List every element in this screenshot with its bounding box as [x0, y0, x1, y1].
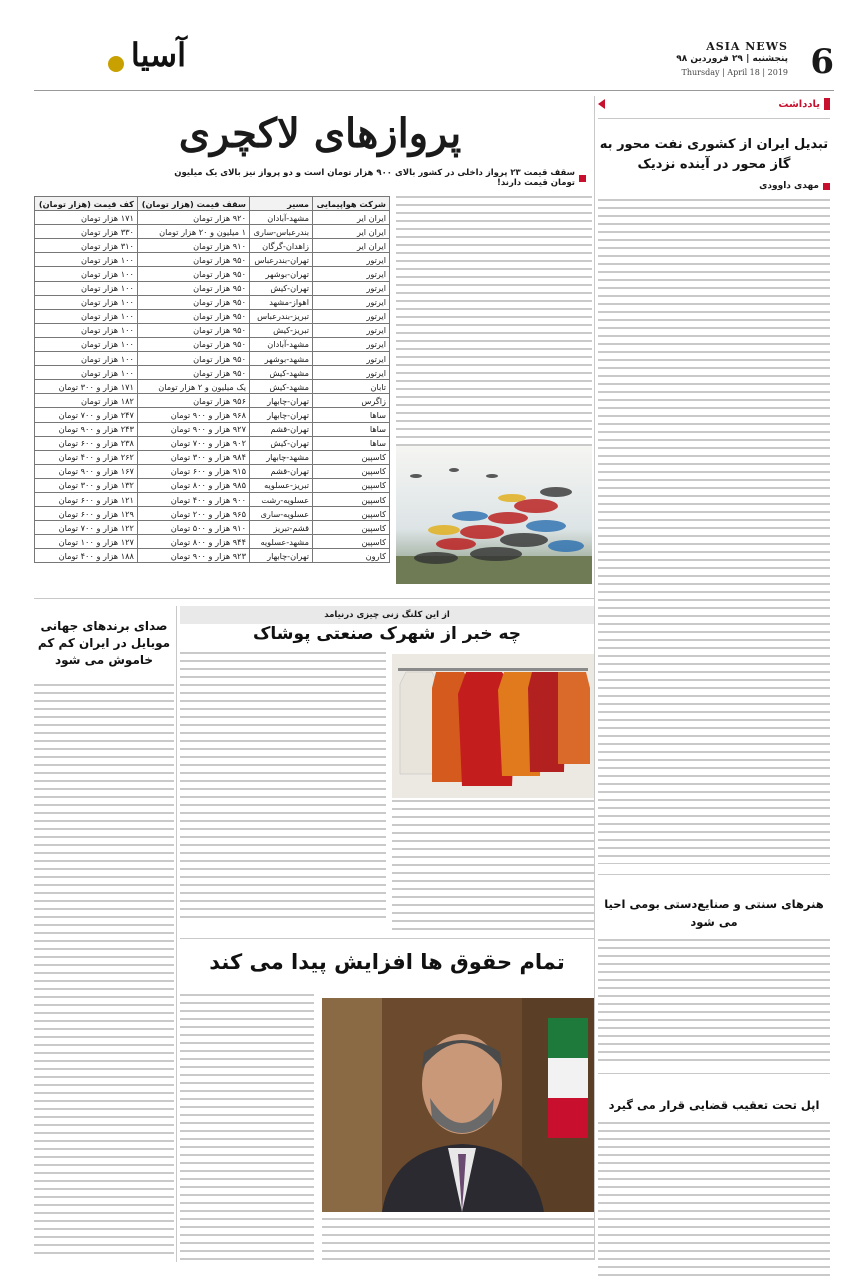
bottom-story-body — [180, 994, 314, 1260]
table-cell: ۱۰۰ هزار تومان — [35, 253, 138, 267]
table-row — [35, 394, 390, 408]
header-divider — [34, 90, 834, 91]
table-cell: ۱۲۹ هزار و ۶۰۰ تومان — [35, 507, 138, 521]
table-row — [35, 422, 390, 436]
table-cell: مشهد-کیش — [249, 380, 312, 394]
table-cell: تهران-قشم — [249, 422, 312, 436]
table-header: مسیر — [249, 197, 312, 211]
table-cell: ساها — [313, 408, 390, 422]
column-divider-left — [176, 606, 177, 1262]
table-cell: ایران ایر — [313, 225, 390, 239]
table-cell: ایرتور — [313, 281, 390, 295]
table-header: شرکت هواپیمایی — [313, 197, 390, 211]
table-row — [35, 352, 390, 366]
table-cell: ۱۲۱ هزار و ۶۰۰ تومان — [35, 492, 138, 506]
divider — [598, 874, 830, 875]
table-cell: عسلویه-ساری — [249, 507, 312, 521]
airplanes-photo — [396, 446, 592, 584]
table-cell: ۲۳۸ هزار و ۶۰۰ تومان — [35, 436, 138, 450]
table-cell: کاسپین — [313, 478, 390, 492]
page-number: 6 — [810, 42, 834, 82]
divider — [34, 598, 594, 599]
table-row — [35, 478, 390, 492]
table-cell: ۹۲۰ هزار تومان — [137, 211, 249, 225]
table-cell: ۹۵۰ هزار تومان — [137, 337, 249, 351]
table-cell: ۹۰۲ هزار و ۷۰۰ تومان — [137, 436, 249, 450]
table-cell: یک میلیون و ۲ هزار تومان — [137, 380, 249, 394]
article3-body — [598, 1122, 830, 1280]
table-cell: قشم-تبریز — [249, 521, 312, 535]
table-cell: ۹۵۰ هزار تومان — [137, 323, 249, 337]
article3-title[interactable]: اپل تحت تعقیب قضایی قرار می گیرد — [608, 1098, 820, 1112]
table-row — [35, 380, 390, 394]
table-cell: بندرعباس-ساری — [249, 225, 312, 239]
table-cell: ۹۱۵ هزار و ۶۰۰ تومان — [137, 464, 249, 478]
section-triangle-icon — [598, 99, 605, 109]
fare-table — [34, 196, 390, 563]
article1-body — [598, 199, 830, 864]
table-cell: ۳۳۰ هزار تومان — [35, 225, 138, 239]
table-cell: ۹۵۰ هزار تومان — [137, 366, 249, 380]
table-cell: مشهد-آبادان — [249, 211, 312, 225]
table-cell: ۲۶۲ هزار و ۴۰۰ تومان — [35, 450, 138, 464]
article1-byline — [598, 181, 830, 191]
table-cell: تهران-بندرعباس — [249, 253, 312, 267]
table-cell: ایرتور — [313, 267, 390, 281]
middle-story-title[interactable]: چه خبر از شهرک صنعتی پوشاک — [252, 624, 522, 644]
article2-title[interactable]: هنرهای سنتی و صنایع‌دستی بومی احیا می شود — [604, 897, 824, 929]
table-cell: ۱۰۰ هزار تومان — [35, 309, 138, 323]
table-cell: ۹۲۳ هزار و ۹۰۰ تومان — [137, 549, 249, 563]
table-cell: ۹۵۶ هزار تومان — [137, 394, 249, 408]
table-cell: ایرتور — [313, 253, 390, 267]
table-row — [35, 281, 390, 295]
table-cell: ۱۰۰ هزار تومان — [35, 323, 138, 337]
table-cell: کارون — [313, 549, 390, 563]
table-cell: ۱۷۱ هزار و ۳۰۰ تومان — [35, 380, 138, 394]
table-row — [35, 337, 390, 351]
table-cell: کاسپین — [313, 464, 390, 478]
table-cell: ۹۴۴ هزار و ۸۰۰ تومان — [137, 535, 249, 549]
left-article-body — [34, 684, 174, 1260]
table-cell: ۹۲۷ هزار و ۹۰۰ تومان — [137, 422, 249, 436]
table-cell: تابان — [313, 380, 390, 394]
table-row — [35, 408, 390, 422]
main-subtitle — [150, 168, 586, 188]
table-cell: تهران-چابهار — [249, 549, 312, 563]
divider — [598, 118, 830, 119]
date-persian: پنجشنبه | ۲۹ فروردین ۹۸ — [676, 54, 788, 64]
newspaper-logo — [100, 34, 200, 84]
clothing-photo — [392, 654, 594, 798]
table-row — [35, 295, 390, 309]
table-cell: ۱۰۰ هزار تومان — [35, 281, 138, 295]
masthead — [0, 0, 866, 90]
table-cell: اهواز-مشهد — [249, 295, 312, 309]
table-cell: ایرتور — [313, 323, 390, 337]
table-cell: ۱۰۰ هزار تومان — [35, 295, 138, 309]
table-cell: ایران ایر — [313, 211, 390, 225]
table-cell: ساها — [313, 436, 390, 450]
table-cell: ۱۷۱ هزار تومان — [35, 211, 138, 225]
table-cell: ۱۰۰ هزار تومان — [35, 366, 138, 380]
middle-story-body — [180, 652, 386, 922]
table-cell: مشهد-کیش — [249, 366, 312, 380]
table-cell: ۲۴۳ هزار و ۹۰۰ تومان — [35, 422, 138, 436]
table-cell: مشهد-بوشهر — [249, 352, 312, 366]
section-bar-icon — [824, 98, 830, 110]
table-cell: کاسپین — [313, 492, 390, 506]
table-cell: تهران-چابهار — [249, 408, 312, 422]
table-cell: تهران-چابهار — [249, 394, 312, 408]
date-english: Thursday | April 18 | 2019 — [681, 68, 788, 77]
bottom-story-caption — [322, 1218, 594, 1262]
table-cell: زاگرس — [313, 394, 390, 408]
table-cell: ۱۰۰ هزار تومان — [35, 267, 138, 281]
table-cell: تهران-قشم — [249, 464, 312, 478]
table-cell: ۹۵۰ هزار تومان — [137, 352, 249, 366]
table-cell: ۹۵۰ هزار تومان — [137, 267, 249, 281]
table-row — [35, 253, 390, 267]
main-story-intro — [396, 196, 592, 446]
divider — [598, 1073, 830, 1074]
section-header — [598, 96, 830, 112]
table-row — [35, 239, 390, 253]
portrait-illustration — [322, 998, 594, 1212]
table-cell: کاسپین — [313, 507, 390, 521]
table-cell: کاسپین — [313, 450, 390, 464]
table-cell: ایرتور — [313, 352, 390, 366]
table-header: کف قیمت (هزار تومان) — [35, 197, 138, 211]
table-cell: تهران-کیش — [249, 436, 312, 450]
table-row — [35, 464, 390, 478]
bottom-story-title[interactable]: تمام حقوق ها افزایش پیدا می کند — [209, 950, 565, 974]
table-cell: تبریز-بندرعباس — [249, 309, 312, 323]
table-cell: ۹۵۰ هزار تومان — [137, 295, 249, 309]
table-row — [35, 450, 390, 464]
airplanes-illustration — [396, 446, 592, 584]
section-label: یادداشت — [778, 98, 820, 110]
table-cell: تبریز-کیش — [249, 323, 312, 337]
table-cell: عسلویه-رشت — [249, 492, 312, 506]
table-cell: ایرتور — [313, 309, 390, 323]
table-row — [35, 535, 390, 549]
column-divider-right — [594, 96, 595, 1260]
table-cell: ایرتور — [313, 337, 390, 351]
table-cell: مشهد-چابهار — [249, 450, 312, 464]
table-cell: ۹۸۴ هزار و ۳۰۰ تومان — [137, 450, 249, 464]
table-row — [35, 225, 390, 239]
table-cell: زاهدان-گرگان — [249, 239, 312, 253]
table-cell: ۱۸۸ هزار و ۴۰۰ تومان — [35, 549, 138, 563]
divider — [180, 938, 594, 939]
table-row — [35, 521, 390, 535]
table-cell: ۹۶۵ هزار و ۲۰۰ تومان — [137, 507, 249, 521]
table-row — [35, 267, 390, 281]
table-row — [35, 492, 390, 506]
table-cell: ایرتور — [313, 295, 390, 309]
table-cell: کاسپین — [313, 521, 390, 535]
bullet-square-icon — [579, 175, 586, 182]
main-subtitle-text: سقف قیمت ۲۳ پرواز داخلی در کشور بالای ۹۰۰ هزار تومان است و دو پرواز نیز بالای یک میلیون تومان قیمت دارند! — [174, 168, 575, 188]
left-article-title[interactable]: صدای برندهای جهانی موبایل در ایران کم کم خاموش می شود — [37, 619, 171, 667]
table-cell: ۲۴۷ هزار و ۷۰۰ تومان — [35, 408, 138, 422]
table-cell: ۱۲۷ هزار و ۱۰۰ تومان — [35, 535, 138, 549]
table-cell: ۹۵۰ هزار تومان — [137, 281, 249, 295]
table-cell: ۹۰۰ هزار و ۴۰۰ تومان — [137, 492, 249, 506]
article1-title[interactable]: تبدیل ایران از کشوری نفت محور به گاز محور در آینده نزدیک — [599, 137, 829, 172]
table-row — [35, 211, 390, 225]
table-cell: ۹۸۵ هزار و ۸۰۰ تومان — [137, 478, 249, 492]
table-cell: ۱۰۰ هزار تومان — [35, 352, 138, 366]
middle-story-body-right — [392, 800, 594, 930]
table-cell: ۱۳۲ هزار و ۳۰۰ تومان — [35, 478, 138, 492]
logo-dot-icon — [108, 56, 124, 72]
table-cell: مشهد-آبادان — [249, 337, 312, 351]
table-cell: ۳۱۰ هزار تومان — [35, 239, 138, 253]
table-cell: ۱۲۲ هزار و ۷۰۰ تومان — [35, 521, 138, 535]
table-row — [35, 436, 390, 450]
article1-author: مهدی داوودی — [759, 181, 819, 191]
table-cell: کاسپین — [313, 535, 390, 549]
table-cell: ۹۱۰ هزار و ۵۰۰ تومان — [137, 521, 249, 535]
table-cell: ایران ایر — [313, 239, 390, 253]
table-cell: تهران-کیش — [249, 281, 312, 295]
table-cell: ۱۸۲ هزار تومان — [35, 394, 138, 408]
clothing-illustration — [392, 654, 594, 798]
table-row — [35, 323, 390, 337]
logo-text: آسیا — [130, 36, 186, 74]
right-column — [598, 96, 830, 1266]
table-cell: ساها — [313, 422, 390, 436]
table-cell: ۹۵۰ هزار تومان — [137, 309, 249, 323]
table-cell: تهران-بوشهر — [249, 267, 312, 281]
table-cell: ۹۵۰ هزار تومان — [137, 253, 249, 267]
table-cell: ایرتور — [313, 366, 390, 380]
table-cell: تبریز-عسلویه — [249, 478, 312, 492]
article2-body — [598, 939, 830, 1061]
table-header: سقف قیمت (هزار تومان) — [137, 197, 249, 211]
minister-photo — [322, 998, 594, 1212]
table-cell: مشهد-عسلویه — [249, 535, 312, 549]
table-row — [35, 366, 390, 380]
main-headline[interactable]: پروازهای لاکچری — [178, 110, 462, 157]
table-header-row — [35, 197, 390, 211]
table-row — [35, 309, 390, 323]
table-row — [35, 507, 390, 521]
brand-name: ASIA NEWS — [706, 40, 788, 53]
table-cell: ۱۶۷ هزار و ۹۰۰ تومان — [35, 464, 138, 478]
table-cell: ۱۰۰ هزار تومان — [35, 337, 138, 351]
table-cell: ۹۱۰ هزار تومان — [137, 239, 249, 253]
table-cell: ۹۶۸ هزار و ۹۰۰ تومان — [137, 408, 249, 422]
table-row — [35, 549, 390, 563]
table-cell: ۱ میلیون و ۲۰ هزار تومان — [137, 225, 249, 239]
bullet-square-icon — [823, 183, 830, 190]
middle-story-kicker: از این کلنگ زنی چیزی درنیامد — [180, 606, 594, 624]
